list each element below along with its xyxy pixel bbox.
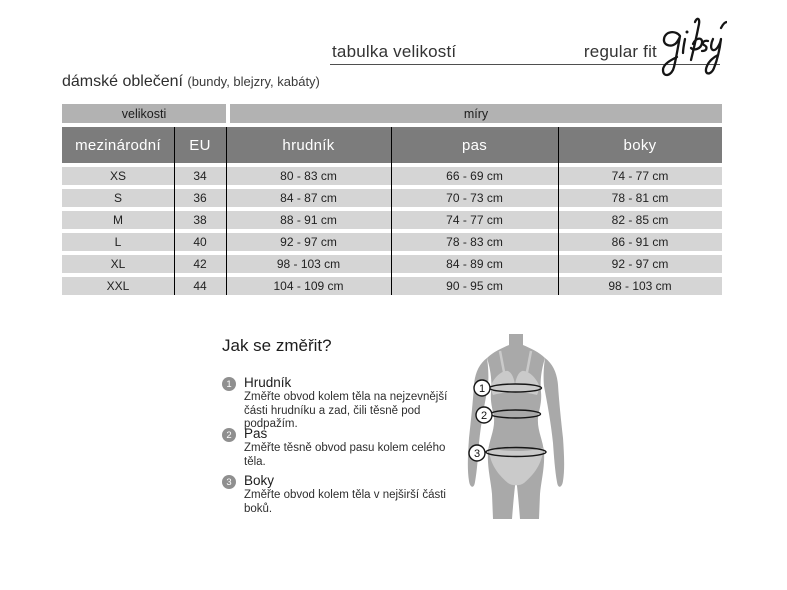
measure-item-waist [222,426,459,469]
table-column-headers [62,127,722,163]
size-cell: 74 - 77 cm [391,211,558,229]
col-header-chest: hrudník [226,127,391,163]
measure-item-desc: Změřte obvod kolem těla na nejzevnější části hrudníku a zad, čili těsně pod podpažím. [244,391,448,430]
step-3-badge: 3 [222,475,236,489]
size-cell: 88 - 91 cm [226,211,391,229]
size-cell: M [62,211,174,229]
table-group-header [62,104,722,123]
column-divider [558,127,560,295]
col-header-waist: pas [391,127,558,163]
column-divider [391,127,393,295]
size-cell: 98 - 103 cm [226,255,391,273]
table-row-xs [62,167,722,185]
measure-item-text [244,426,459,469]
step-2-badge: 2 [222,428,236,442]
size-cell: 34 [174,167,226,185]
table-row-xl [62,255,722,273]
size-cell: 92 - 97 cm [226,233,391,251]
size-cell: S [62,189,174,207]
category-label: dámské oblečení [62,73,183,90]
figure-marker-3-label: 3 [473,448,481,460]
col-header-hips: boky [558,127,722,163]
size-cell: 78 - 83 cm [391,233,558,251]
size-cell: XL [62,255,174,273]
torso-silhouette [487,334,545,519]
measure-item-label: Boky [244,473,275,488]
size-cell: 104 - 109 cm [226,277,391,295]
column-divider [174,127,176,295]
measure-guide-title: Jak se změřit? [222,336,332,355]
size-cell: L [62,233,174,251]
table-row-m [62,211,722,229]
size-cell: 74 - 77 cm [558,167,722,185]
gipsy-logo-icon [655,4,727,82]
size-cell: 78 - 81 cm [558,189,722,207]
group-header-measurements: míry [230,104,722,123]
measure-item-hips [222,473,459,516]
table-row-xxl [62,277,722,295]
category-note: (bundy, blejzry, kabáty) [187,74,320,89]
size-cell: 92 - 97 cm [558,255,722,273]
measure-item-label: Pas [244,426,268,441]
figure-marker-1-label: 1 [478,383,486,395]
size-cell: XXL [62,277,174,295]
size-cell: 44 [174,277,226,295]
measure-item-chest [222,375,459,432]
figure-marker-2-label: 2 [480,410,488,422]
fit-label: regular fit [583,42,657,61]
measure-item-text [244,375,459,432]
body-measurement-figure [458,334,578,520]
size-table [62,104,722,295]
size-cell: 42 [174,255,226,273]
size-cell: 38 [174,211,226,229]
column-divider [226,127,228,295]
col-header-international: mezinárodní [62,127,174,163]
right-arm [544,358,565,487]
size-cell: 84 - 89 cm [391,255,558,273]
size-cell: XS [62,167,174,185]
size-cell: 66 - 69 cm [391,167,558,185]
group-header-sizes: velikosti [62,104,226,123]
table-row-s [62,189,722,207]
size-cell: 90 - 95 cm [391,277,558,295]
size-cell: 36 [174,189,226,207]
category-subtitle [62,73,320,91]
measure-item-label: Hrudník [244,375,292,390]
size-cell: 84 - 87 cm [226,189,391,207]
size-cell: 40 [174,233,226,251]
col-header-eu: EU [174,127,226,163]
step-1-badge: 1 [222,377,236,391]
table-row-l [62,233,722,251]
size-cell: 70 - 73 cm [391,189,558,207]
size-cell: 86 - 91 cm [558,233,722,251]
size-cell: 82 - 85 cm [558,211,722,229]
measure-item-text [244,473,459,516]
measure-item-desc: Změřte obvod kolem těla v nejširší části boků. [244,489,446,515]
page-title: tabulka velikostí [332,42,457,61]
size-cell: 98 - 103 cm [558,277,722,295]
measure-item-desc: Změřte těsně obvod pasu kolem celého těla. [244,442,446,468]
size-cell: 80 - 83 cm [226,167,391,185]
